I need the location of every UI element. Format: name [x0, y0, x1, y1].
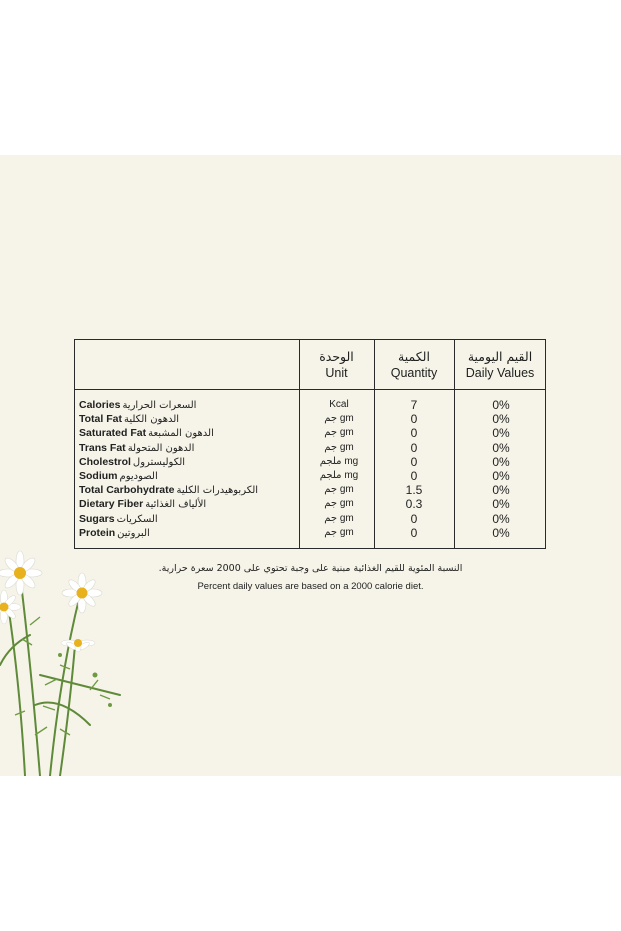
table-row	[75, 398, 545, 412]
nutrient-quantity: 0	[410, 468, 418, 483]
nutrient-quantity: 7	[410, 398, 418, 412]
nutrient-name-ar: الكوليسترول	[132, 456, 186, 468]
nutrient-daily-value: 0%	[492, 468, 510, 483]
nutrient-quantity: 0	[410, 426, 418, 441]
table-row	[75, 497, 545, 511]
nutrient-unit: ملجم mg	[319, 469, 359, 481]
nutrient-name-ar: السعرات الحرارية	[122, 400, 197, 411]
quantity-header	[374, 340, 454, 389]
nutrient-unit: جم gm	[324, 498, 354, 510]
nutrient-name-ar: الكربوهيدرات الكلية	[176, 485, 259, 497]
nutrient-name-en: Sodium	[79, 469, 118, 482]
nutrient-quantity: 0	[410, 412, 418, 427]
nutrient-name	[79, 426, 214, 441]
nutrient-name-en: Cholestrol	[79, 455, 131, 468]
footnote-arabic: النسبة المئوية للقيم الغذائية مبنية على وجبة تحتوي على 2000 سعرة حرارية.	[158, 563, 463, 574]
unit-header	[299, 340, 374, 389]
nutrient-name-ar: السكريات	[116, 513, 158, 525]
nutrient-name-en: Sugars	[79, 512, 115, 525]
daily-values-header	[454, 340, 546, 389]
table-row	[75, 441, 545, 455]
table-row	[75, 455, 545, 469]
nutrient-unit: Kcal	[329, 399, 349, 410]
table-row	[75, 483, 545, 497]
nutrient-quantity: 0.3	[405, 497, 423, 512]
nutrient-unit: جم gm	[324, 441, 354, 453]
nutrient-name-en: Protein	[79, 526, 116, 539]
nutrient-rows	[75, 398, 545, 540]
nutrient-name	[79, 455, 185, 470]
nutrient-daily-value: 0%	[492, 440, 510, 455]
unit-header-ar: الوحدة	[319, 348, 354, 364]
nutrient-daily-value: 0%	[492, 497, 510, 512]
nutrient-name-en: Total Carbohydrate	[79, 484, 175, 497]
nutrient-name	[79, 469, 158, 484]
nutrient-unit: جم gm	[324, 526, 354, 538]
header-divider	[75, 389, 545, 390]
nutrient-quantity: 1.5	[405, 483, 423, 498]
nutrient-name	[79, 512, 158, 527]
chamomile-flowers-illustration	[0, 535, 140, 776]
nutrient-daily-value: 0%	[492, 511, 510, 526]
nutrient-name-en: Saturated Fat	[79, 427, 147, 440]
nutrient-name	[79, 497, 206, 512]
nutrient-name	[79, 483, 258, 498]
nutrient-quantity: 0	[410, 511, 418, 526]
nutrient-name	[79, 441, 194, 456]
nutrient-name-en: Calories	[79, 399, 121, 411]
nutrient-unit: ملجم mg	[319, 455, 359, 467]
nutrient-name-en: Trans Fat	[79, 441, 126, 454]
nutrient-daily-value: 0%	[492, 454, 510, 469]
nutrient-unit: جم gm	[324, 512, 354, 524]
table-row	[75, 412, 545, 426]
nutrient-daily-value: 0%	[492, 483, 510, 498]
nutrient-name-ar: الدهون المشبعة	[148, 428, 214, 440]
nutrient-name-en: Dietary Fiber	[79, 498, 144, 511]
nutrient-daily-value: 0%	[492, 412, 510, 427]
nutrient-daily-value: 0%	[492, 525, 510, 540]
nutrition-table	[74, 339, 546, 549]
nutrient-name	[79, 398, 196, 413]
nutrient-name-ar: البروتين	[117, 527, 150, 539]
nutrient-name-en: Total Fat	[79, 413, 122, 426]
nutrient-quantity: 0	[410, 440, 418, 455]
nutrient-name-ar: الدهون الكلية	[123, 414, 180, 426]
nutrient-quantity: 0	[410, 525, 418, 540]
nutrition-panel	[0, 155, 621, 776]
nutrient-unit: جم gm	[324, 484, 354, 496]
nutrient-daily-value: 0%	[492, 398, 510, 412]
nutrient-unit: جم gm	[324, 413, 354, 425]
table-row	[75, 512, 545, 526]
nutrient-quantity: 0	[410, 454, 418, 469]
quantity-header-ar: الكمية	[398, 348, 430, 364]
daily-values-header-en: Daily Values	[465, 365, 535, 380]
table-row	[75, 426, 545, 440]
nutrient-name-ar: الصوديوم	[119, 470, 158, 482]
daily-values-header-ar: القيم اليومية	[467, 348, 533, 364]
quantity-header-en: Quantity	[390, 365, 438, 380]
unit-header-en: Unit	[325, 365, 348, 380]
footnote-english: Percent daily values are based on a 2000 calorie diet.	[197, 581, 424, 592]
nutrient-name-ar: الألياف الغذائية	[145, 499, 207, 511]
nutrient-name	[79, 412, 179, 427]
nutrient-unit: جم gm	[324, 427, 354, 439]
table-row	[75, 526, 545, 540]
table-row	[75, 469, 545, 483]
nutrient-daily-value: 0%	[492, 426, 510, 441]
nutrient-name-ar: الدهون المتحولة	[127, 442, 195, 454]
